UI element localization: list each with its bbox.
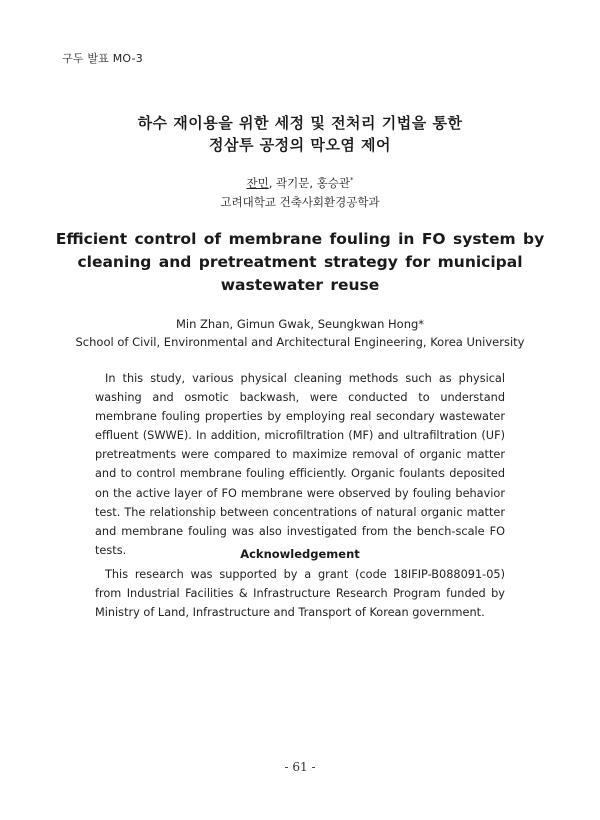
acknowledgement-heading: Acknowledgement xyxy=(240,547,360,561)
corresponding-author-mark: * xyxy=(350,176,354,185)
english-title-line-3: wastewater reuse xyxy=(220,276,380,294)
english-affiliation: School of Civil, Environmental and Architectural Engineering, Korea University xyxy=(75,335,525,349)
english-title-line-1: Efficient control of membrane fouling in FO system by xyxy=(55,230,545,248)
english-title-line-2: cleaning and pretreatment strategy for municipal xyxy=(77,253,523,271)
korean-affiliation: 고려대학교 건축사회환경공학과 xyxy=(220,195,380,209)
korean-authors xyxy=(0,175,600,191)
acknowledgement-text: This research was supported by a grant (code 18IFIP-B088091-05) from Industrial Facilities & Infrastructure Research Program funded by Ministry of Land, Infrastructure and Transport of Korean government. xyxy=(95,568,505,620)
page-number: - 61 - xyxy=(284,760,316,774)
session-code: 구두 발표 MO-3 xyxy=(62,52,143,65)
korean-co-authors: , 곽기문, 홍승관 xyxy=(268,176,350,190)
abstract-paragraph xyxy=(95,369,505,560)
korean-first-author: 잔민 xyxy=(246,176,269,190)
abstract-text: In this study, various physical cleaning methods such as physical washing and osmotic backwash, were conducted to understand membrane fouling properties by employing real secondary wastewater effluent (SWWE). In addition, microfiltration (MF) and ultrafiltration (UF) pretreatments were compared to maximize removal of organic matter and to control membrane fouling efficiently. Organic foulants deposited on the active layer of FO membrane were observed by fouling behavior test. The relationship between concentrations of natural organic matter and membrane fouling was also investigated from the bench-scale FO tests. xyxy=(95,372,505,557)
korean-title-line-2: 정삼투 공정의 막오염 제어 xyxy=(208,136,392,154)
english-authors: Min Zhan, Gimun Gwak, Seungkwan Hong* xyxy=(175,317,425,331)
acknowledgement-paragraph xyxy=(95,565,505,622)
korean-title-line-1: 하수 재이용을 위한 세정 및 전처리 기법을 통한 xyxy=(137,114,463,132)
